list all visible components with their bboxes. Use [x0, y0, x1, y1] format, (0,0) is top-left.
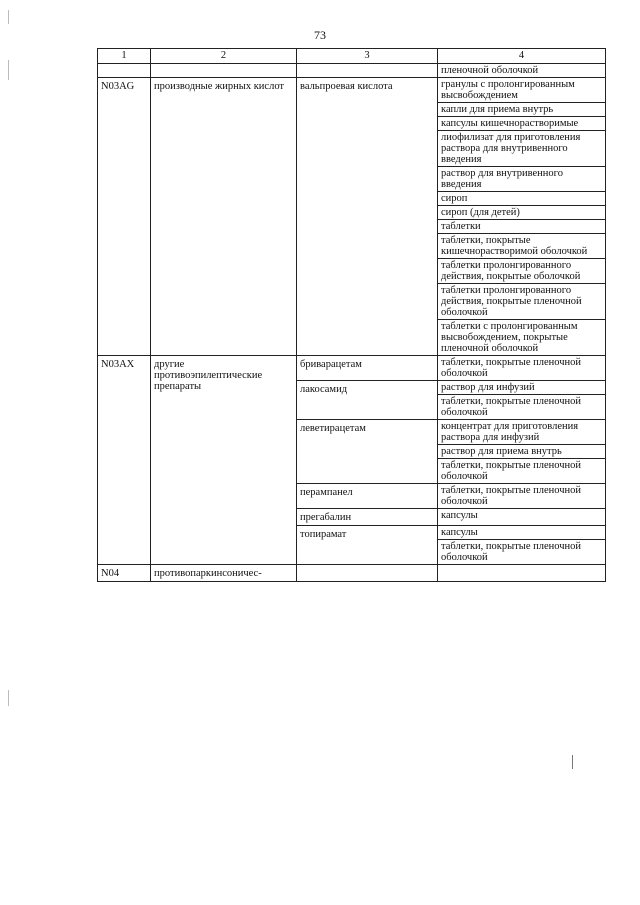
- column-number-4: 4: [438, 49, 606, 64]
- dosage-form: таблетки с пролонгированным высвобождением, покрытые пленочной оболочкой: [438, 320, 606, 356]
- dosage-form: таблетки, покрытые пленочной оболочкой: [438, 540, 606, 565]
- dosage-form: гранулы с пролонгированным высвобождением: [438, 78, 606, 103]
- table-body: [98, 64, 606, 582]
- continuation-empty: [151, 64, 297, 78]
- substance-name: прегабалин: [297, 509, 438, 526]
- substance-name: перампанел: [297, 484, 438, 509]
- dosage-form: таблетки, покрытые кишечнорастворимой оболочкой: [438, 234, 606, 259]
- dosage-form: раствор для приема внутрь: [438, 445, 606, 459]
- dosage-form: раствор для внутривенного введения: [438, 167, 606, 192]
- substance-name: лакосамид: [297, 381, 438, 420]
- dosage-form: концентрат для приготовления раствора для инфузий: [438, 420, 606, 445]
- dosage-form: таблетки, покрытые пленочной оболочкой: [438, 356, 606, 381]
- group-name: производные жирных кислот: [151, 78, 297, 356]
- dosage-form: капли для приема внутрь: [438, 103, 606, 117]
- dosage-form: таблетки, покрытые пленочной оболочкой: [438, 395, 606, 420]
- continuation-row: [98, 64, 606, 78]
- scan-margin-mark: [8, 10, 9, 24]
- dosage-form: [438, 565, 606, 582]
- atc-code: N03AX: [98, 356, 151, 565]
- atc-code: N04: [98, 565, 151, 582]
- dosage-form: таблетки, покрытые пленочной оболочкой: [438, 459, 606, 484]
- drug-table: [97, 48, 606, 582]
- column-number-2: 2: [151, 49, 297, 64]
- scan-margin-mark: [572, 755, 573, 769]
- dosage-form: капсулы: [438, 509, 606, 526]
- dosage-form: лиофилизат для приготовления раствора для внутривенного введения: [438, 131, 606, 167]
- dosage-form: пленочной оболочкой: [438, 64, 606, 78]
- dosage-form: таблетки пролонгированного действия, покрытые пленочной оболочкой: [438, 284, 606, 320]
- substance-name: вальпроевая кислота: [297, 78, 438, 356]
- page-number: 73: [314, 28, 326, 42]
- table-row: [98, 78, 606, 103]
- group-name: противопаркинсоничес-: [151, 565, 297, 582]
- table-row: [98, 565, 606, 582]
- table-header-row: [98, 49, 606, 64]
- dosage-form: таблетки: [438, 220, 606, 234]
- table-row: [98, 356, 606, 381]
- continuation-empty: [98, 64, 151, 78]
- column-number-1: 1: [98, 49, 151, 64]
- dosage-form: капсулы кишечнорастворимые: [438, 117, 606, 131]
- scan-margin-mark: [8, 60, 9, 80]
- substance-name: топирамат: [297, 526, 438, 565]
- dosage-form: таблетки пролонгированного действия, покрытые оболочкой: [438, 259, 606, 284]
- dosage-form: капсулы: [438, 526, 606, 540]
- scan-margin-mark: [8, 690, 9, 706]
- continuation-empty: [297, 64, 438, 78]
- column-number-3: 3: [297, 49, 438, 64]
- substance-name: бриварацетам: [297, 356, 438, 381]
- substance-name: леветирацетам: [297, 420, 438, 484]
- dosage-form: раствор для инфузий: [438, 381, 606, 395]
- dosage-form: таблетки, покрытые пленочной оболочкой: [438, 484, 606, 509]
- dosage-form: сироп (для детей): [438, 206, 606, 220]
- atc-code: N03AG: [98, 78, 151, 356]
- substance-name: [297, 565, 438, 582]
- group-name: другие противоэпилептические препараты: [151, 356, 297, 565]
- dosage-form: сироп: [438, 192, 606, 206]
